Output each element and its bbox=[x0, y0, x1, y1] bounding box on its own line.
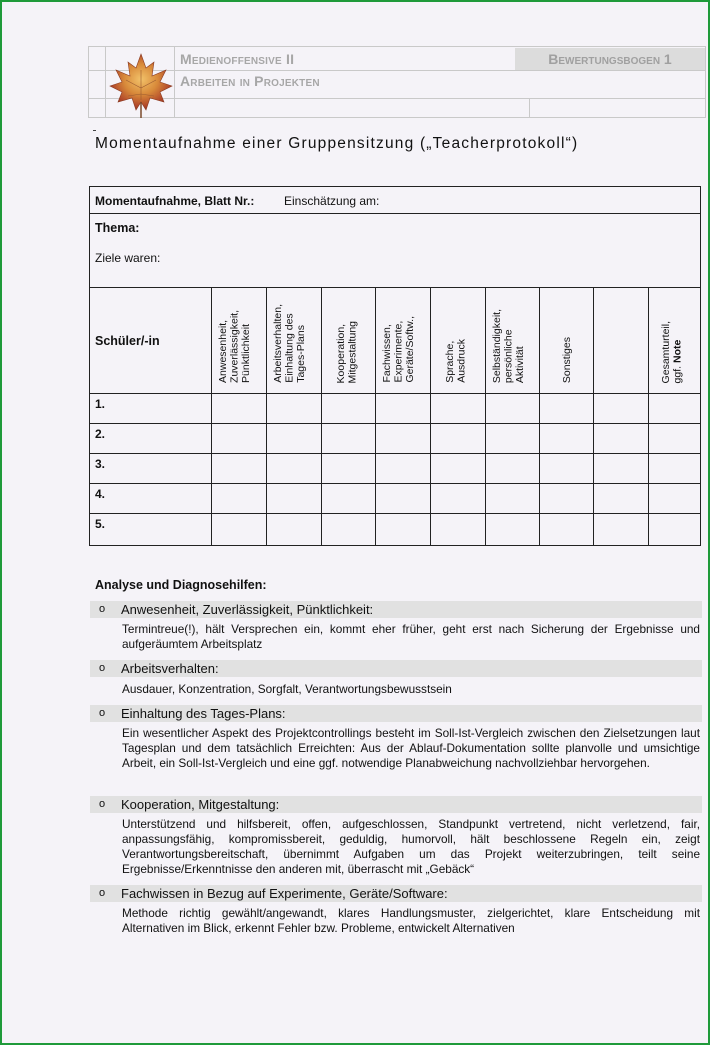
gesamturteil-text: Gesamturteil, ggf. bbox=[660, 320, 684, 383]
header-line-2: Arbeiten in Projekten bbox=[180, 73, 320, 89]
column-header-text: Arbeitsverhalten, Einhaltung des Tages-Plans bbox=[272, 304, 307, 383]
column-header-text: Sprache, Ausdruck bbox=[444, 339, 468, 383]
protocol-table bbox=[89, 186, 701, 546]
table-row-thema bbox=[90, 214, 700, 288]
analysis-item-heading bbox=[90, 885, 702, 902]
analysis-title: Analyse und Diagnosehilfen: bbox=[95, 578, 267, 592]
analysis-item-text: Ausdauer, Konzentration, Sorgfalt, Verantwortungsbewusstsein bbox=[122, 682, 452, 696]
maple-leaf-logo bbox=[106, 50, 176, 120]
analysis-heading-text: Kooperation, Mitgestaltung: bbox=[121, 797, 280, 812]
analysis-heading-text: Einhaltung des Tages-Plans: bbox=[121, 706, 286, 721]
thema-label: Thema: bbox=[95, 221, 140, 235]
assessment-grid bbox=[90, 288, 700, 546]
column-header-text: Fachwissen, Experimente, Geräte/Softw., bbox=[381, 316, 416, 383]
table-row-blatt bbox=[90, 187, 700, 214]
bullet-icon: o bbox=[99, 887, 106, 899]
row-number: 5. bbox=[95, 517, 106, 531]
analysis-item-heading bbox=[90, 601, 702, 618]
analysis-item-text: Methode richtig gewählt/angewandt, klares Handlungsmuster, zielgerichtet, klare Entscheidung mit Alternativen im Blick, erkennt Fehler bzw. Probleme, entwickelt Alternativen bbox=[122, 906, 700, 935]
header-line-1: Medienoffensive II bbox=[180, 51, 295, 67]
table-row bbox=[90, 424, 700, 454]
analysis-heading-text: Fachwissen in Bezug auf Experimente, Geräte/Software: bbox=[121, 886, 448, 901]
row-number: 2. bbox=[95, 427, 106, 441]
title-marker bbox=[93, 130, 96, 131]
column-header-text: Kooperation, Mitgestaltung bbox=[335, 320, 359, 383]
column-header-text: Sonstiges bbox=[561, 336, 573, 383]
column-header-text bbox=[661, 321, 684, 383]
blatt-label: Momentaufnahme, Blatt Nr.: bbox=[95, 194, 255, 208]
table-row bbox=[90, 394, 700, 424]
row-number: 3. bbox=[95, 457, 106, 471]
row-number: 4. bbox=[95, 487, 106, 501]
bullet-icon: o bbox=[99, 662, 106, 674]
analysis-heading-text: Anwesenheit, Zuverlässigkeit, Pünktlichkeit: bbox=[121, 602, 374, 617]
row-number: 1. bbox=[95, 397, 106, 411]
table-row bbox=[90, 514, 700, 544]
table-row bbox=[90, 454, 700, 484]
column-header-text: Anwesenheit, Zuverlässigkeit, Pünktlichkeit bbox=[217, 310, 252, 383]
column-header-text: Selbständigkeit, persönliche Aktivität bbox=[491, 308, 526, 383]
bewertungsbogen-badge: Bewertungsbogen 1 bbox=[515, 48, 705, 70]
note-text: Note bbox=[671, 339, 684, 363]
einschaetzung-label: Einschätzung am: bbox=[284, 194, 380, 208]
document-header bbox=[88, 46, 706, 118]
analysis-item-heading bbox=[90, 796, 702, 813]
page-title: Momentaufnahme einer Gruppensitzung („Teacherprotokoll“) bbox=[95, 135, 579, 152]
bullet-icon: o bbox=[99, 603, 106, 615]
analysis-heading-text: Arbeitsverhalten: bbox=[121, 661, 219, 676]
analysis-item-text: Termintreue(!), hält Versprechen ein, kommt eher früher, geht erst nach Sicherung der Ergebnisse und aufgeräumtem Arbeitsplatz bbox=[122, 622, 700, 651]
analysis-item-heading bbox=[90, 660, 702, 677]
student-column-header: Schüler/-in bbox=[95, 334, 160, 348]
table-row bbox=[90, 484, 700, 514]
analysis-item-heading bbox=[90, 705, 702, 722]
analysis-item-text: Unterstützend und hilfsbereit, offen, aufgeschlossen, Standpunkt vertretend, nicht verletzend, fair, anpassungsfähig, kompromissbereit, geduldig, humorvoll, hält beschlossene Regeln ein, zeigt Verantwortungsbereitschaft, übernimmt Aufgaben um das Projekt weiterzubringen, teilt seine Ergebnisse/Erkenntnisse den anderen mit, überrascht mit „Gebäck“ bbox=[122, 817, 700, 876]
bullet-icon: o bbox=[99, 707, 106, 719]
bullet-icon: o bbox=[99, 798, 106, 810]
analysis-item-text: Ein wesentlicher Aspekt des Projektcontrollings besteht im Soll-Ist-Vergleich zwischen den Zielsetzungen laut Tagesplan und dem tatsächlich Erreichten: Aus der Ablauf-Dokumentation sollte planvolle und umsichtige Arbeit, ein Soll-Ist-Vergleich und eine ggf. notwendige Planabweichung nachvollziehbar hervorgehen. bbox=[122, 726, 700, 770]
ziele-label: Ziele waren: bbox=[95, 251, 161, 265]
